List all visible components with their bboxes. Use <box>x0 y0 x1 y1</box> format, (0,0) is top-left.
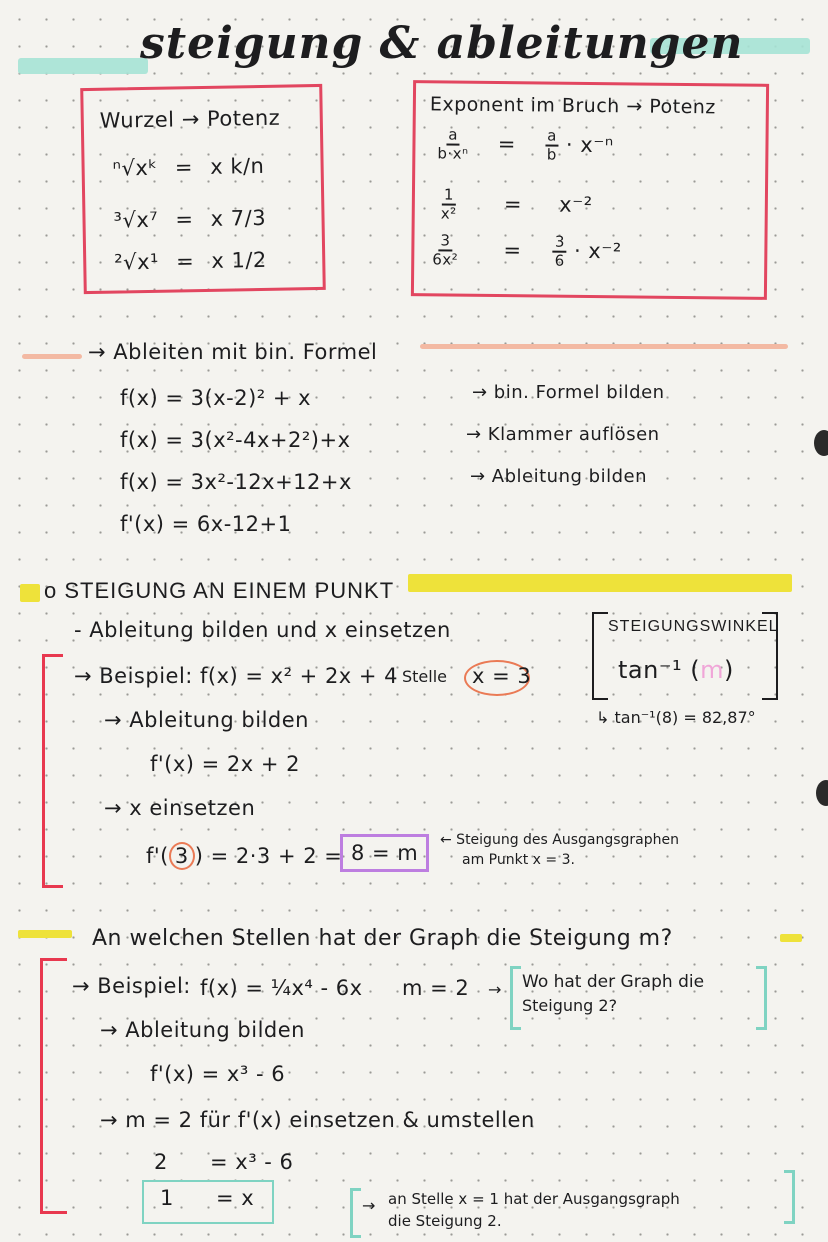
exponent-row-1: $\frac{a}{\text{b·xⁿ}}$ = $\frac{a}{b}$ · x⁻ⁿ <box>437 125 614 164</box>
result-note-2: am Punkt x = 3. <box>462 852 575 868</box>
winkel-heading: STEIGUNGSWINKEL <box>608 618 779 635</box>
stellen-example-m: m = 2 <box>402 976 470 1000</box>
question-arrow: → <box>488 980 502 999</box>
question-line-1: Wo hat der Graph die <box>522 972 705 992</box>
punkt-marker <box>20 584 40 602</box>
punkt-bracket <box>42 654 63 888</box>
punkt-step1: → Ableitung bilden <box>104 708 309 732</box>
punkt-step1-result: f'(x) = 2x + 2 <box>150 752 301 776</box>
binom-line-right <box>420 344 788 349</box>
answer-line-1: an Stelle x = 1 hat der Ausgangsgraph <box>388 1190 680 1208</box>
exponent-box <box>411 80 769 300</box>
answer-line-2: die Steigung 2. <box>388 1212 502 1230</box>
eq1-left: 2 <box>154 1150 168 1174</box>
calc-circle: 3 <box>169 842 195 870</box>
eq2-right: = x <box>216 1186 255 1210</box>
result-note-1: ← Steigung des Ausgangsgraphen <box>440 832 680 848</box>
question-bracket-right <box>756 966 767 1030</box>
answer-bracket-left <box>350 1188 361 1238</box>
eq2-left: 1 <box>160 1186 174 1210</box>
stellen-step1: → Ableitung bilden <box>100 1018 305 1042</box>
eq1-right: = x³ - 6 <box>210 1150 294 1174</box>
punkt-step2: → x einsetzen <box>104 796 256 820</box>
binder-hole-top <box>814 430 828 456</box>
stellen-example-label: → Beispiel: <box>72 974 191 998</box>
stellen-marker-right <box>780 934 802 942</box>
wurzel-heading: Wurzel → Potenz <box>99 105 281 133</box>
punkt-stelle-label: Stelle <box>402 667 448 686</box>
exponent-row-3: $\frac{3}{\text{6x²}}$ = $\frac{3}{6}$ · x⁻² <box>432 231 622 270</box>
wurzel-row-2: ³√x⁷ = x 7/3 <box>113 205 267 233</box>
wurzel-row-3: ²√x¹ = x 1/2 <box>114 247 268 275</box>
stellen-heading: An welchen Stellen hat der Graph die Steigung m? <box>92 926 673 951</box>
binom-line-left <box>22 354 82 359</box>
stellen-step1-result: f'(x) = x³ - 6 <box>150 1062 286 1086</box>
punkt-line <box>408 574 792 592</box>
winkel-box <box>592 612 778 696</box>
binom-heading: → Ableiten mit bin. Formel <box>88 340 378 364</box>
wurzel-box <box>80 84 326 294</box>
stellen-example-fn: f(x) = ¼x⁴ - 6x <box>200 976 363 1000</box>
binom-note-2: → Klammer auflösen <box>466 424 660 445</box>
punkt-sub: - Ableitung bilden und x einsetzen <box>74 618 451 642</box>
question-line-2: Steigung 2? <box>522 996 618 1015</box>
punkt-heading: o STEIGUNG AN EINEM PUNKT <box>44 578 395 603</box>
calc-result-box: 8 = m <box>340 834 429 872</box>
binom-note-1: → bin. Formel bilden <box>472 382 665 403</box>
punkt-example-fn: f(x) = x² + 2x + 4 <box>200 664 399 688</box>
title-highlight-left <box>18 58 148 74</box>
wurzel-row-1: ⁿ√xᵏ = x k/n <box>112 153 265 181</box>
answer-bracket-right <box>784 1170 795 1224</box>
stellen-bracket <box>40 958 67 1214</box>
page-title: steigung & ableitungen <box>140 18 744 69</box>
binom-formula-3: f(x) = 3x²-12x+12+x <box>120 470 352 494</box>
winkel-formula: tan⁻¹ (m) <box>618 656 734 684</box>
punkt-calc: f'( 3 ) = 2·3 + 2 = <box>146 844 343 868</box>
exponent-row-2: $\frac{1}{\text{x²}}$ = x⁻² <box>440 185 593 223</box>
exponent-heading: Exponent im Bruch → Potenz <box>429 93 716 119</box>
binom-formula-2: f(x) = 3(x²-4x+2²)+x <box>120 428 351 452</box>
binom-formula-4: f'(x) = 6x-12+1 <box>120 512 292 536</box>
stellen-marker-left <box>18 930 72 938</box>
punkt-example-label: → Beispiel: <box>74 664 193 688</box>
question-bracket-left <box>510 966 521 1030</box>
stellen-step2: → m = 2 für f'(x) einsetzen & umstellen <box>100 1108 535 1132</box>
binom-formula-1: f(x) = 3(x-2)² + x <box>120 386 312 410</box>
binder-hole-bottom <box>816 780 828 806</box>
binom-note-3: → Ableitung bilden <box>470 466 647 487</box>
punkt-stelle-value: x = 3 <box>472 664 532 688</box>
winkel-m: m <box>700 656 724 684</box>
winkel-example: ↳ tan⁻¹(8) = 82,87° <box>596 708 756 727</box>
answer-arrow: → <box>362 1196 376 1215</box>
